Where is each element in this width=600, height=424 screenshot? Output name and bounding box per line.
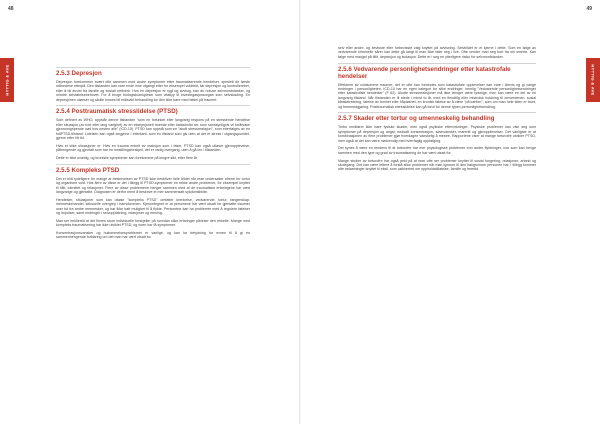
heading-depresjon: 2.5.3 Depresjon xyxy=(56,70,102,77)
side-tab-left-label: HYTTIG & AVE xyxy=(4,64,10,96)
side-tab-right-label: HYTTIG & AVE xyxy=(590,64,596,96)
paragraph: Mange studier av torturofre har også pekt på at man ofte ser problemer knyttet til sosial fungering, relasjoner, arbeid og skolegang. Det kan være lettere å forstå slike problemer når man kjenner til den bakgrunnen personen har. I tillegg kommer ofte belastninger knyttet til eksil, som usikkerhet om oppholdstillatelse, familie og fremtid. xyxy=(338,158,536,172)
heading-ptsd: 2.5.4 Posttraumatisk stresslidelse (PTSD) xyxy=(56,108,178,116)
left-column xyxy=(56,64,250,243)
heading-personlighetsendringer: 2.5.6 Vedvarende personlighetsendringer etter katastrofale hendelser xyxy=(338,65,511,80)
section-divider xyxy=(338,63,536,64)
paragraph: Som definert av WHO, oppstår denne tilstanden "som en forsinket eller langvarig respons på en stressende hendelse eller situasjon (av kort eller lang varighet) av en eksepsjonelt truende eller katastrofal art, som sannsynligvis vil forårsake gjennomgripende nød hos nesten alle" (ICD-10). PTSD kan oppstå som en "akutt stressreaksjon", som etterfølges av en fullPTSD-tilstand. Lidelsen kan også begynne i etterkant, som en tilstand som gis uten at det er stress i utgangspunktet, gjerne etter litt tid. xyxy=(56,118,250,141)
paragraph: Man ser imidlertid at det finnes store individuelle forskjeller på hvordan slike erfaringer påvirker den enkelte. Mange med kompleks traumatisering har ikke utviklet PTSD, og noen har få symptomer. xyxy=(56,218,250,228)
paragraph: Depresjon forekommer svært ofte sammen med andre symptomer etter traumatiserende hendelser, spesielt de første månedene etterpå. Den tilstanden kan vare ende inne utgangt etter for eksempel voldtekt, før depresjon og kontrollereber, eller å bli avvist fra familie og sosialt nettverk. Hva en depresjon er rygt og avvisig, kan du noluse selvmordstanker, og mindre selvfølelsebehovet. For å bruge biologisk/ankyleser som vitatlyy til investegasjonsorgan som selvskading. En depresjonen utøeser og skulle innses bli mälsvikt behandling for den ikke bare med følsel på traumet. xyxy=(56,80,250,102)
paragraph: Det synes å være en tendens til at torturofre har mer psykologiske problemer enn andre flyktninger, noe som kan henge sammen med den type og grad av traumatisering de har vært utsatt for. xyxy=(338,146,536,155)
page-number-left: 48 xyxy=(8,6,14,12)
paragraph: Det er blitt tydeligere for mange at beskrivelsen av PTSD ikke beskriver hele bildet når man undersøker ofrene for tortur og organisert vold. Hos flere av disse er det i tillegg til PTSD-symptomer en rekke andre problemer, for eksempel knyttet til tillit, identitet og relasjoner. Flere av disse problemene henger sammen med at de traumatiske erfaringene har vært langvarige og gjentatte. Diagnosen er derfor ment å beskrive et mer sammensatt sykdomsbilde. xyxy=(56,176,250,194)
heading-tortur: 2.5.7 Skader etter tortur og umenneskelig behandling xyxy=(338,115,495,123)
section-divider xyxy=(338,112,536,113)
paragraph: Konsentrasjonsvansker og hukommelsesproblemer er vanlige, og kan ha betydning for evnen til å gi en sammenhengende forklaring om det man har vært utsatt for. xyxy=(56,230,250,240)
section-divider xyxy=(56,164,250,165)
page-number-right: 49 xyxy=(586,6,592,12)
paragraph: selv eller andre, og bevisste eller forbevisste valg knyttet på avvisning. Selvbildet er et kjerne i dette. Som en følge av vedvarende kriminelle sårer kan dette gå langt til man ikke føler seg i live. Ofte vender man seg bort fra sin smerte. Kan følge med mangel på tillit, depresjon og isolasjon. Dette er i seg en ytterligere risiko for selvmordstanker. xyxy=(338,46,536,59)
right-page xyxy=(300,0,600,424)
side-tab-left xyxy=(0,58,14,102)
section-divider xyxy=(56,67,250,68)
paragraph: Tortur medfører ikke bare fysiske skader, men også psykiske ettervirkninger. Psykiske problemer kan vise seg som symptomer på depresjon og angst, nedsatt konsentrasjon, søvnvansker, mareritt og gjenopplevelser. Det vanligste er at kombinasjonen av flere problemer gjør hverdagen vanskelig å mestre. Rapportene viser at mange torturofre utvikler PTSD, men også at det kan være nødvendig med tverrfaglig oppfølging. xyxy=(338,125,536,143)
side-tab-right xyxy=(586,58,600,102)
paragraph: Hendelser, situasjoner som kan utløse "kompleks PTSD" omfatter krenkelse, vedvarende, tortur, fangenskap, menneskehandel, seksuelle overgrep i barndommen. Kjennetegnet er at personene har vært utsatt for gjentatte traumer over tid fra andre mennesker, og har ikke hatt mulighet til å flykte. Personene kan ha problemer med å regulere følelser og impulser, samt endringer i selvoppfatning, relasjoner og mening. xyxy=(56,197,250,215)
section-divider xyxy=(56,105,250,106)
paragraph: Dette er ikke uvanlig, og kroniske symptomer kan forekomme på lengre sikt, etter flere år. xyxy=(56,156,199,160)
right-column xyxy=(338,46,536,175)
heading-kompleks-ptsd: 2.5.5 Kompleks PTSD xyxy=(56,166,120,174)
paragraph: Hvis et slike situasjoner er. Hvis en trauma enkelt av reaksjon som i faser, PTSD kan også utløser gjenopplevelse, påtrengende og gjentatt som har en innstillingsforskjell, det er varlig overgang, uten å gå inn i tilstanden. xyxy=(56,143,250,153)
paragraph: Effektene av voldsomme traumer, det er ofte kan forbindes som katastrofale opplevelser kan vare i årevis og gi varige endringer i personligheten, ICD-10 har en egen kategori for slike endringer, nemlig "Vedvarende personlighetsendringer etter katastrofale hendelser" (F 62). Akutte stressreaksjoner må ikke trenger være tydelige, men kan være en del av en langvarig tilstand. Når tilstanden er til stede i minst to år, med en fiendtlig eller mistroisk holdning til omverdenen, sosial tilbaketrekning, følelse av tomhet eller håpløshet, en kronisk følelse av å være "på kanten", som om man hele tiden er truet, og fremmedgjøring. Posttraumatisk stresslidelse kan gå forut for denne typen personlighetsendring. xyxy=(338,82,536,109)
